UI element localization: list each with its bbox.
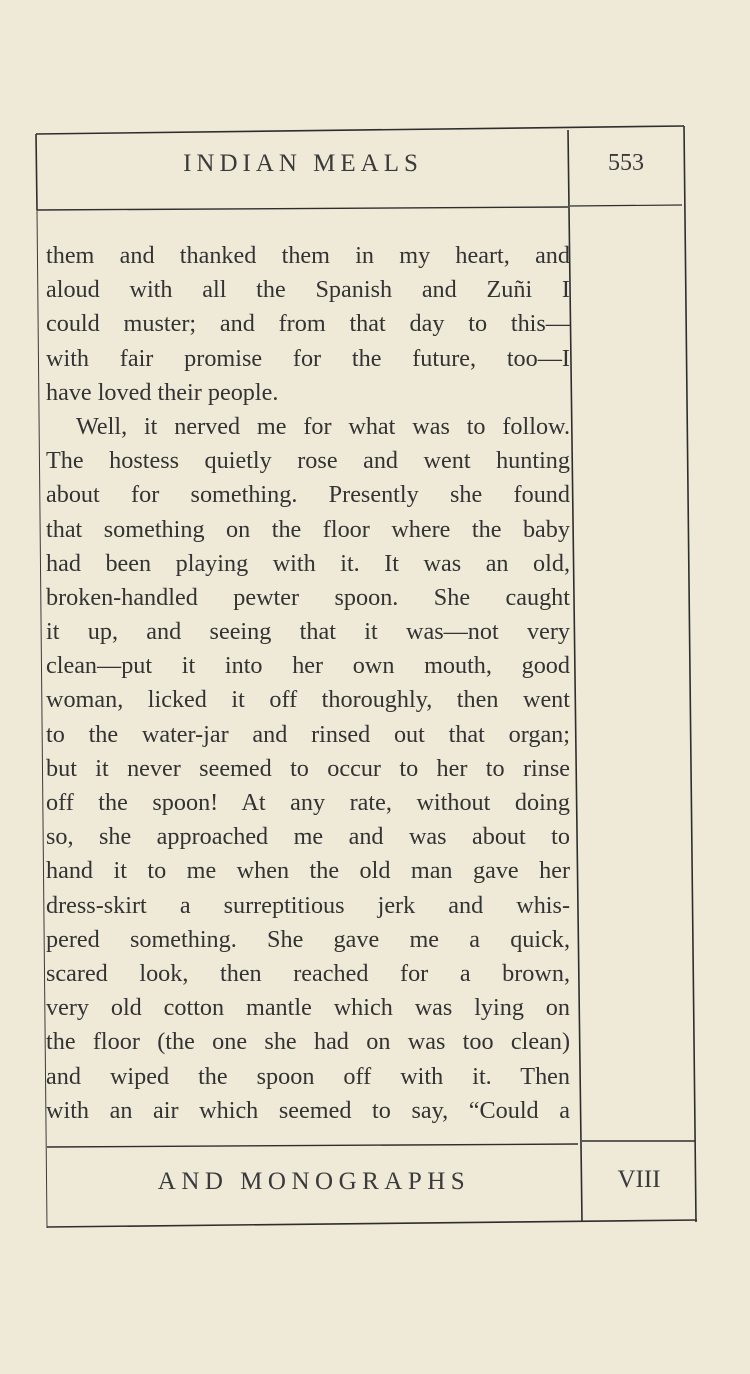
footer-top-rule <box>47 1144 578 1147</box>
column-separator-rule <box>568 130 582 1222</box>
text-line: the floor (the one she had on was too clean) <box>46 1028 570 1056</box>
text-line: with fair promise for the future, too—I <box>46 344 570 372</box>
text-line: to the water-jar and rinsed out that organ; <box>46 720 570 748</box>
text-line: had been playing with it. It was an old, <box>46 549 570 577</box>
body-text <box>46 239 570 1128</box>
text-line: pered something. She gave me a quick, <box>46 925 570 953</box>
text-line: The hostess quietly rose and went hunting <box>46 447 570 475</box>
text-line: hand it to me when the old man gave her <box>46 857 570 885</box>
text-line: could muster; and from that day to this— <box>46 310 570 338</box>
text-line: off the spoon! At any rate, without doing <box>46 789 570 816</box>
text-line: clean—put it into her own mouth, good <box>46 652 570 680</box>
text-line: it up, and seeing that it was—not very <box>46 618 570 646</box>
header-bottom-rule <box>37 207 568 210</box>
text-line: them and thanked them in my heart, and <box>46 242 570 269</box>
text-line: scared look, then reached for a brown, <box>46 959 570 987</box>
text-line: broken-handled pewter spoon. She caught <box>46 583 570 611</box>
header-number-bottom-rule <box>570 205 682 206</box>
text-line: aloud with all the Spanish and Zuñi I <box>46 276 570 304</box>
text-line: woman, licked it off thoroughly, then went <box>46 686 570 714</box>
running-head-title: INDIAN MEALS <box>183 150 423 177</box>
footer-volume-number: VIII <box>617 1166 661 1193</box>
footer-bottom-rule <box>47 1220 697 1227</box>
header-top-rule <box>36 126 684 134</box>
text-line: and wiped the spoon off with it. Then <box>46 1062 570 1090</box>
text-line: dress-skirt a surreptitious jerk and whis- <box>46 891 570 919</box>
text-line: have loved their people. <box>46 378 279 406</box>
text-line: but it never seemed to occur to her to rinse <box>46 754 570 782</box>
page-number: 553 <box>608 150 644 176</box>
text-line: Well, it nerved me for what was to follow. <box>76 412 570 440</box>
text-line: with an air which seemed to say, “Could a <box>46 1096 570 1124</box>
text-line: about for something. Presently she found <box>46 481 570 509</box>
right-outer-rule <box>684 126 696 1222</box>
text-line: that something on the floor where the baby <box>46 515 570 543</box>
footer-series-title: AND MONOGRAPHS <box>157 1168 471 1195</box>
text-line: so, she approached me and was about to <box>46 823 570 851</box>
text-line: very old cotton mantle which was lying on <box>46 994 570 1022</box>
